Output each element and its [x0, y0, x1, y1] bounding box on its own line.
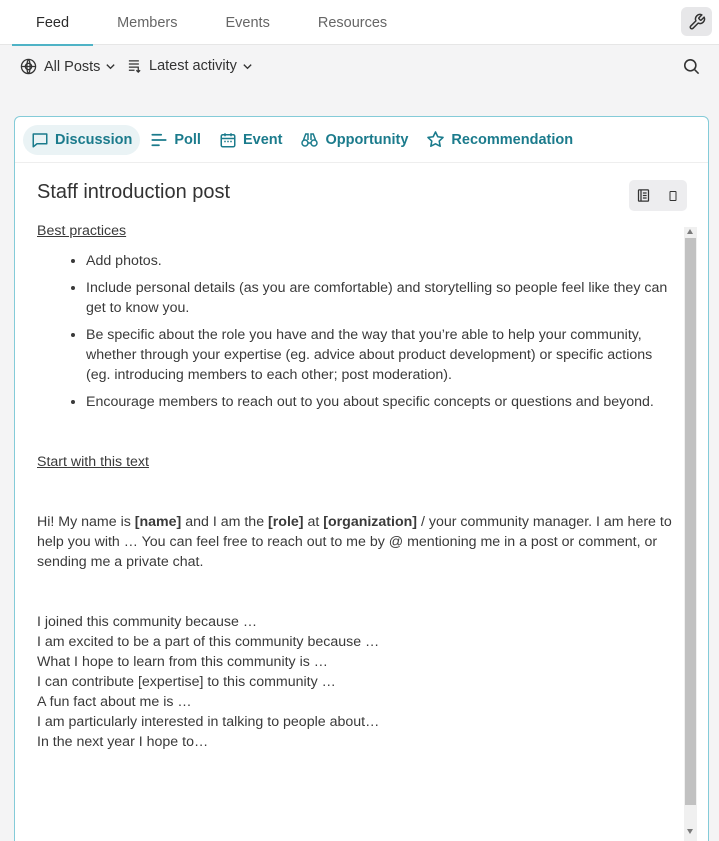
post-composer [14, 116, 709, 841]
list-item: • Add photos. [86, 251, 677, 271]
scroll-up-arrow-icon[interactable] [687, 229, 693, 234]
template-line: I am excited to be a part of this community because … [37, 634, 380, 650]
desktop-view-button[interactable] [629, 180, 658, 211]
chat-bubble-icon [31, 131, 49, 149]
wrench-icon [688, 13, 706, 31]
star-icon [426, 130, 445, 149]
tab-resources[interactable] [294, 0, 411, 45]
tab-events-label: Events [225, 14, 270, 31]
all-posts-dropdown[interactable] [20, 58, 123, 75]
all-posts-label: All Posts [44, 58, 101, 75]
search-icon [682, 57, 701, 76]
globe-icon [20, 58, 37, 75]
search-button[interactable] [682, 57, 701, 81]
scrollbar-thumb[interactable] [685, 238, 696, 805]
binoculars-icon [300, 131, 319, 149]
template-line: In the next year I hope to… [37, 734, 209, 750]
mobile-view-icon [667, 189, 679, 203]
post-type-discussion[interactable] [23, 125, 140, 155]
start-text-heading: Start with this text [37, 454, 149, 470]
sort-label: Latest activity [149, 58, 237, 74]
sort-list-icon [127, 59, 142, 74]
tab-events[interactable] [202, 0, 294, 45]
tab-feed[interactable] [12, 0, 93, 45]
list-item: • Encourage members to reach out to you about specific concepts or questions and beyond. [86, 392, 677, 412]
post-body-editor[interactable] [37, 221, 677, 752]
post-title-input[interactable]: Staff introduction post [37, 181, 231, 203]
scroll-down-arrow-icon[interactable] [687, 829, 693, 834]
sort-dropdown[interactable] [127, 58, 260, 74]
chevron-down-icon [105, 61, 116, 72]
tab-members[interactable] [93, 0, 201, 45]
post-type-event-label: Event [242, 131, 283, 148]
post-type-opportunity[interactable] [292, 125, 416, 155]
feed-filter-bar [0, 46, 719, 88]
top-tab-bar [0, 0, 719, 45]
intro-paragraph: Hi! My name is [name] and I am the [role] at [organization] / your community manager. I am here to help you with … You can feel free to reach out to me by @ mentioning me in a post or comment, or sending me a private chat. [37, 514, 672, 570]
tab-feed-label: Feed [36, 14, 70, 31]
post-type-discussion-label: Discussion [55, 131, 133, 148]
poll-icon [150, 131, 168, 149]
post-type-recommendation[interactable] [418, 125, 581, 155]
template-line: I can contribute [expertise] to this community … [37, 674, 336, 690]
document-view-icon [636, 188, 651, 203]
list-item: • Be specific about the role you have and the way that you’re able to help your community, whether through your expertise (eg. advice about product development) or specific actions (eg. introducing members to each other; post moderation). [86, 325, 677, 385]
post-type-event[interactable] [211, 125, 291, 155]
best-practices-list [37, 251, 677, 412]
list-item: • Include personal details (as you are comfortable) and storytelling so people feel like they can get to know you. [86, 278, 677, 318]
tab-members-label: Members [117, 14, 178, 31]
template-line: I joined this community because … [37, 614, 258, 630]
mobile-view-button[interactable] [658, 180, 687, 211]
post-type-recommendation-label: Recommendation [451, 131, 574, 148]
best-practices-heading: Best practices [37, 223, 127, 239]
chevron-down-icon [242, 61, 253, 72]
post-type-poll-label: Poll [174, 131, 201, 148]
section-tabs [12, 0, 411, 45]
template-line: What I hope to learn from this community is … [37, 654, 328, 670]
calendar-icon [219, 131, 237, 149]
template-line: A fun fact about me is … [37, 694, 192, 710]
template-line: I am particularly interested in talking to people about… [37, 714, 380, 730]
post-type-opportunity-label: Opportunity [325, 131, 409, 148]
tab-resources-label: Resources [317, 14, 388, 31]
editor-scrollbar[interactable] [684, 227, 697, 841]
editor-view-toggle [629, 180, 687, 211]
admin-tools-button[interactable] [681, 7, 712, 36]
post-type-poll[interactable] [142, 125, 209, 155]
post-type-selector [15, 117, 708, 163]
